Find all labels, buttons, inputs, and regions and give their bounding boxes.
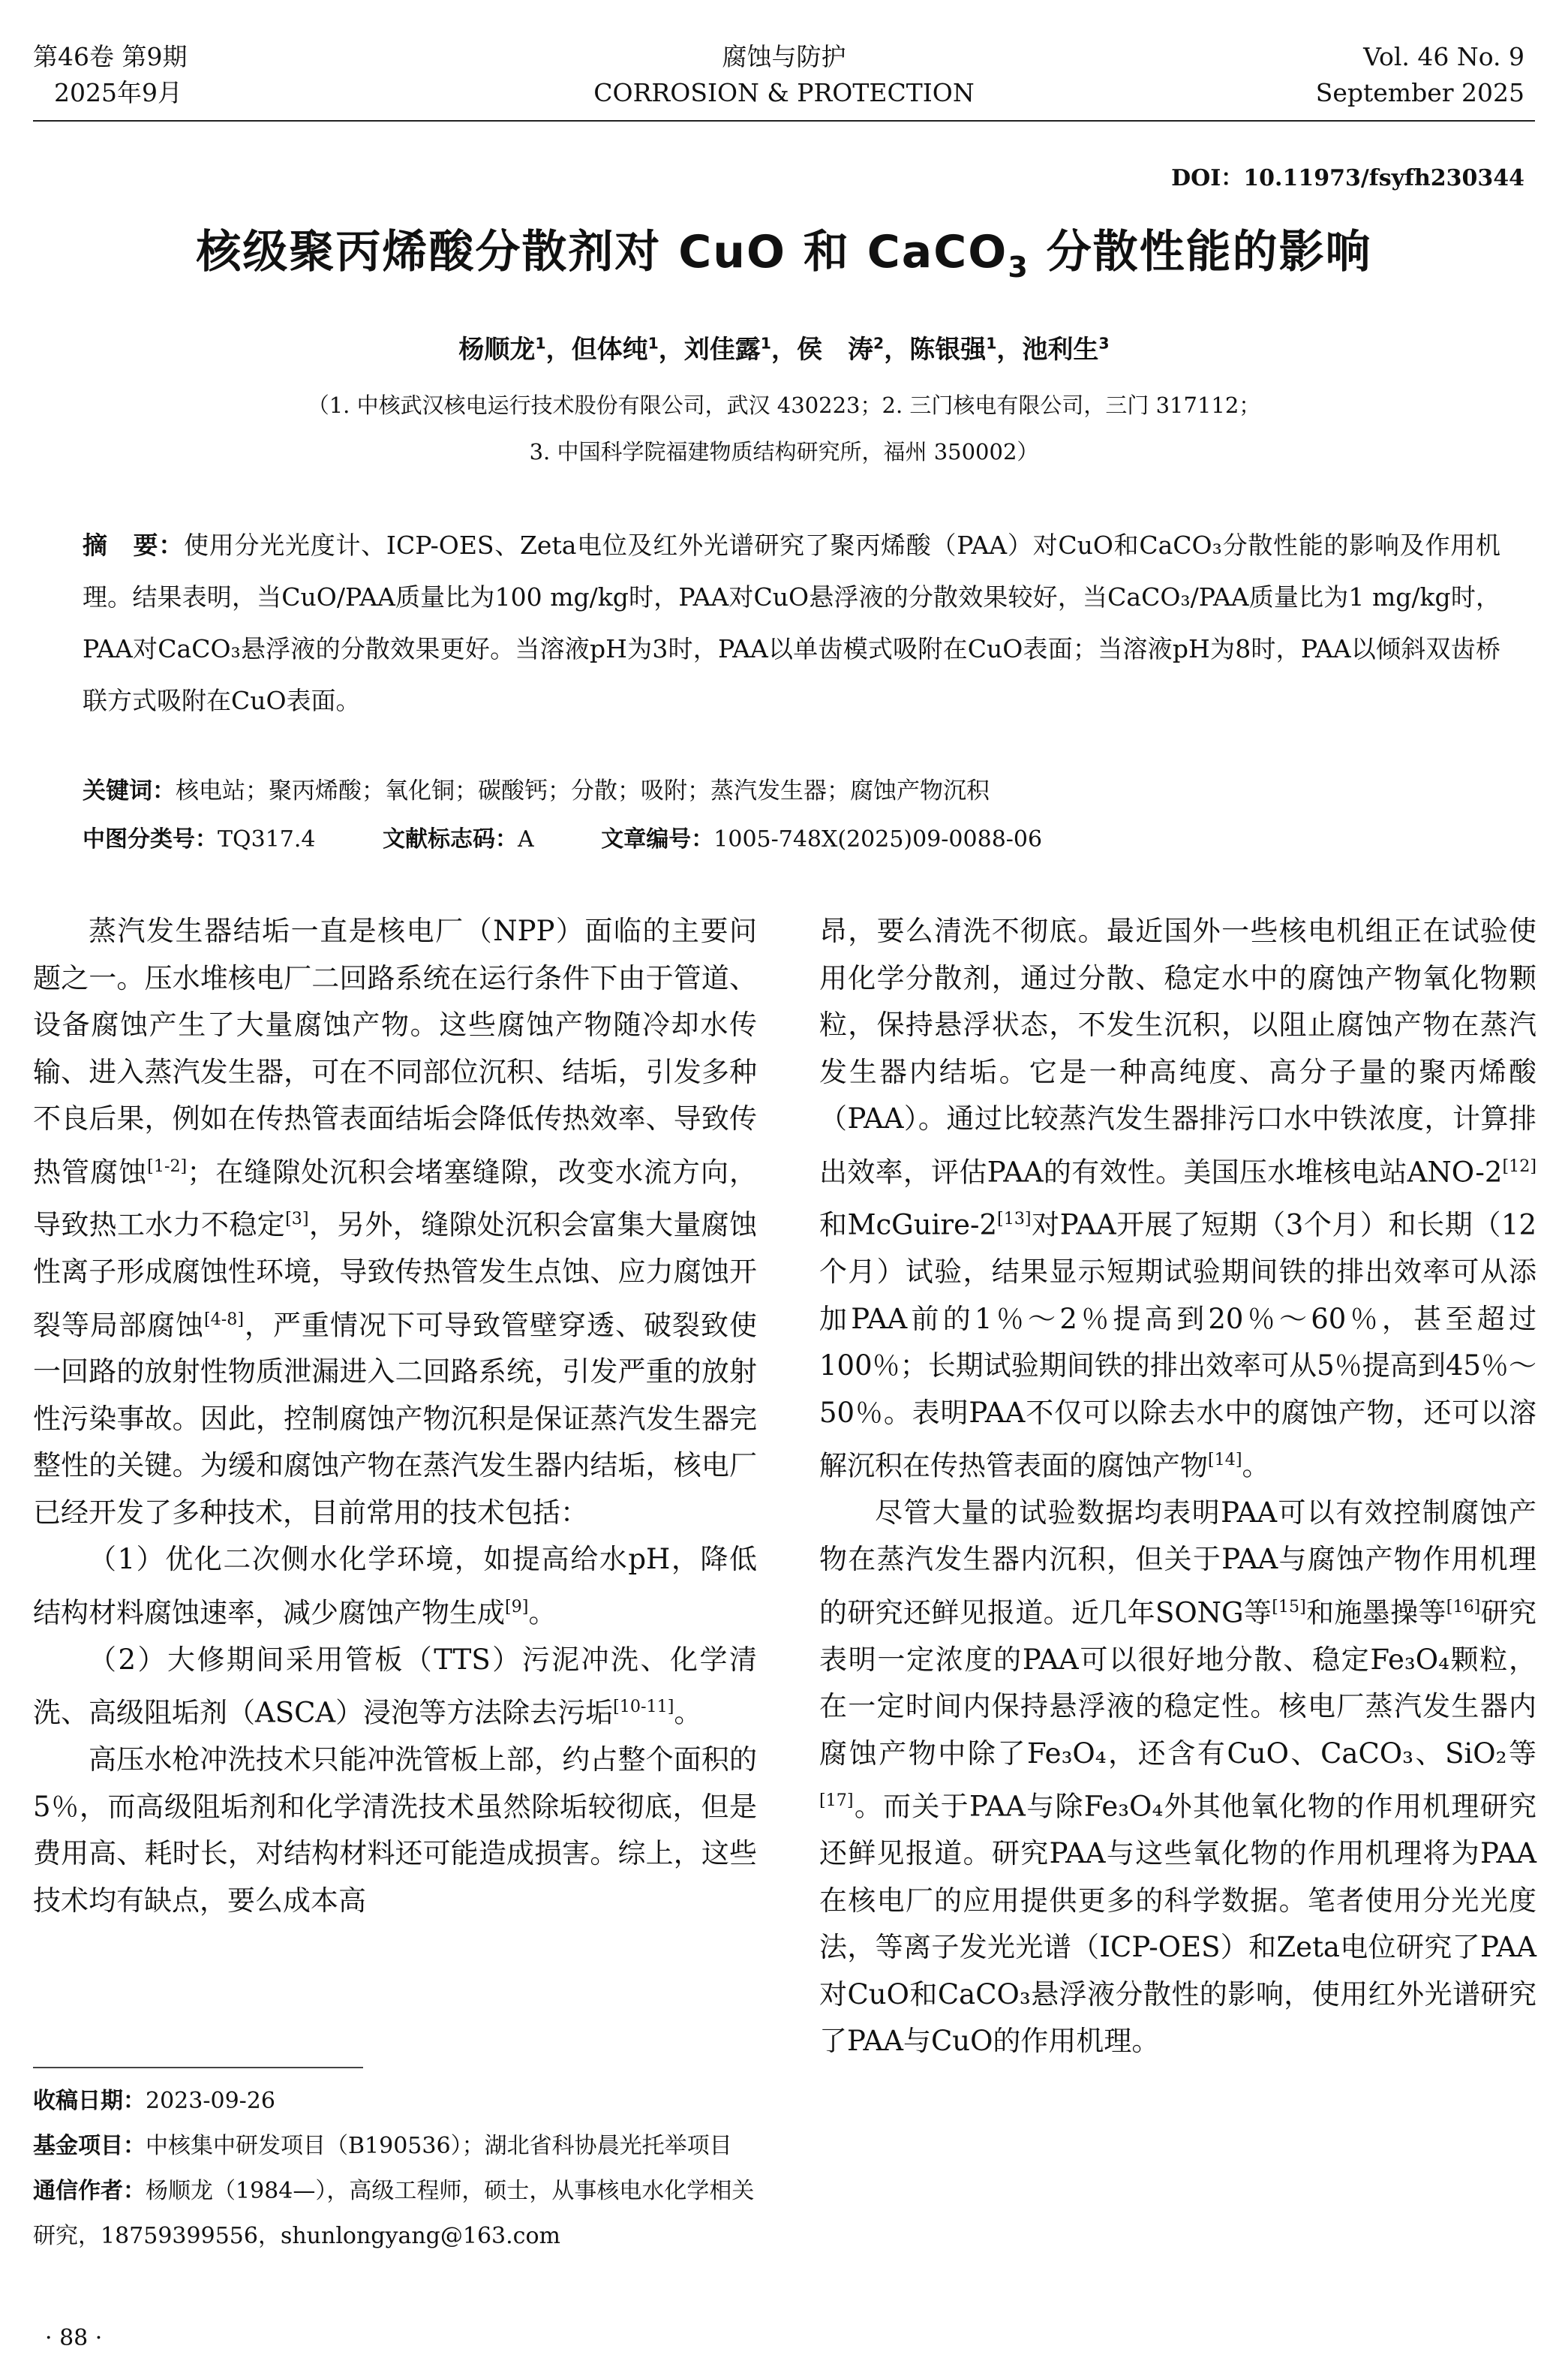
- article-no-value: 1005-748X(2025)09-0088-06: [713, 826, 1043, 853]
- keywords: [83, 771, 990, 805]
- clc-label: 中图分类号：: [83, 826, 218, 853]
- classification-line: [83, 820, 1433, 853]
- citation[interactable]: [12]: [1502, 1156, 1536, 1176]
- affiliations-line-2: 3. 中国科学院福建物质结构研究所，福州 350002）: [529, 439, 1039, 465]
- title-part2: 分散性能的影响: [1029, 226, 1372, 278]
- author-list: 杨顺龙$^1$，但体纯$^1$，刘佳露$^1$，侯 涛$^2$，陈银强$^1$，池利生$^3$: [458, 334, 1110, 365]
- doi[interactable]: DOI：10.11973/fsyfh230344: [1171, 165, 1524, 191]
- date-cn: 2025年9月: [54, 78, 182, 107]
- author: 但体纯: [571, 335, 648, 365]
- header-divider: [33, 120, 1535, 122]
- citation[interactable]: [10-11]: [613, 1697, 674, 1717]
- article-no-label: 文章编号：: [601, 826, 714, 853]
- volume-issue-cn: 第46卷 第9期: [33, 42, 188, 71]
- citation[interactable]: [4-8]: [204, 1309, 245, 1329]
- clc-value: TQ317.4: [218, 826, 316, 853]
- author-affiliation-mark: 3: [1098, 334, 1110, 353]
- header-journal: [559, 39, 1009, 111]
- journal-name-cn: 腐蚀与防护: [722, 42, 846, 71]
- keywords-text: 核电站；聚丙烯酸；氧化铜；碳酸钙；分散；吸附；蒸汽发生器；腐蚀产物沉积: [176, 777, 990, 805]
- header-volume-cn: [33, 39, 187, 111]
- citation[interactable]: [3]: [285, 1209, 309, 1229]
- author-affiliation-mark: 1: [647, 334, 659, 353]
- doc-code-value: A: [518, 826, 534, 853]
- citation[interactable]: [15]: [1272, 1596, 1306, 1617]
- keywords-label: 关键词：: [83, 777, 176, 805]
- paragraph: 高压水枪冲洗技术只能冲洗管板上部，约占整个面积的5％，而高级阻垢剂和化学清洗技术虽然除垢较彻底，但是费用高、耗时长，对结构材料还可能造成损害。综上，这些技术均有缺点，要么成本高: [33, 1743, 757, 1917]
- author: 刘佳露: [683, 335, 761, 365]
- body-column-left: [33, 908, 757, 1924]
- abstract-label: 摘 要：: [83, 531, 184, 560]
- abstract-text: 使用分光光度计、ICP-OES、Zeta电位及红外光谱研究了聚丙烯酸（PAA）对CuO和CaCO₃分散性能的影响及作用机理。结果表明，当CuO/PAA质量比为100 mg/kg时，PAA对CuO悬浮液的分散效果较好，当CaCO₃/PAA质量比为1 mg/kg时，PAA对CaCO₃悬浮液的分散效果更好。当溶液pH为3时，PAA以单齿模式吸附在CuO表面；当溶液pH为8时，PAA以倾斜双齿桥联方式吸附在CuO表面。: [83, 531, 1501, 715]
- citation[interactable]: [14]: [1208, 1450, 1242, 1470]
- author: 陈银强: [909, 335, 987, 365]
- author-affiliation-mark: 1: [535, 334, 546, 353]
- paragraph: 尽管大量的试验数据均表明PAA可以有效控制腐蚀产物在蒸汽发生器内沉积，但关于PAA与腐蚀产物作用机理的研究还鲜见报道。近几年SONG等[15]和施墨操等[16]研究表明一定浓度的PAA可以很好地分散、稳定Fe₃O₄颗粒，在一定时间内保持悬浮液的稳定性。核电厂蒸汽发生器内腐蚀产物中除了Fe₃O₄，还含有CuO、CaCO₃、SiO₂等[17]。而关于PAA与除Fe₃O₄外其他氧化物的作用机理研究还鲜见报道。研究PAA与这些氧化物的作用机理将为PAA在核电厂的应用提供更多的科学数据。笔者使用分光光度法，等离子发光光谱（ICP-OES）和Zeta电位研究了PAA对CuO和CaCO₃悬浮液分散性的影响，使用红外光谱研究了PAA与CuO的作用机理。: [819, 1496, 1537, 2058]
- abstract: [83, 519, 1500, 726]
- paragraph: 蒸汽发生器结垢一直是核电厂（NPP）面临的主要问题之一。压水堆核电厂二回路系统在运行条件下由于管道、设备腐蚀产生了大量腐蚀产物。这些腐蚀产物随冷却水传输、进入蒸汽发生器，可在不同部位沉积、结垢，引发多种不良后果，例如在传热管表面结垢会降低传热效率、导致传热管腐蚀[1-2]；在缝隙处沉积会堵塞缝隙，改变水流方向，导致热工水力不稳定[3]，另外，缝隙处沉积会富集大量腐蚀性离子形成腐蚀性环境，导致传热管发生点蚀、应力腐蚀开裂等局部腐蚀[4-8]，严重情况下可导致管壁穿透、破裂致使一回路的放射性物质泄漏进入二回路系统，引发严重的放射性污染事故。因此，控制腐蚀产物沉积是保证蒸汽发生器完整性的关键。为缓和腐蚀产物在蒸汽发生器内结垢，核电厂已经开发了多种技术，目前常用的技术包括：: [33, 915, 758, 1529]
- footnotes: [33, 2079, 757, 2259]
- body-column-right: [819, 908, 1536, 2065]
- citation[interactable]: [9]: [505, 1596, 529, 1617]
- received-date: 收稿日期：2023-09-26: [33, 2088, 275, 2114]
- paragraph: 昂，要么清洗不彻底。最近国外一些核电机组正在试验使用化学分散剂，通过分散、稳定水中的腐蚀产物氧化物颗粒，保持悬浮状态，不发生沉积，以阻止腐蚀产物在蒸汽发生器内结垢。它是一种高纯度、高分子量的聚丙烯酸（PAA）。通过比较蒸汽发生器排污口水中铁浓度，计算排出效率，评估PAA的有效性。美国压水堆核电站ANO-2[12]和McGuire-2[13]对PAA开展了短期（3个月）和长期（12个月）试验，结果显示短期试验期间铁的排出效率可从添加PAA前的1％～2％提高到20％～60％，甚至超过100％；长期试验期间铁的排出效率可从5％提高到45％～50％。表明PAA不仅可以除去水中的腐蚀产物，还可以溶解沉积在传热管表面的腐蚀产物[14]。: [819, 915, 1537, 1482]
- header-volume-en: [1316, 39, 1524, 111]
- citation[interactable]: [16]: [1446, 1596, 1481, 1617]
- author-affiliation-mark: 1: [986, 334, 997, 353]
- date-en: September 2025: [1315, 78, 1524, 107]
- author: 侯 涛: [797, 335, 873, 365]
- author-affiliation-mark: 1: [760, 334, 771, 353]
- page-number: · 88 ·: [45, 2325, 103, 2351]
- author-affiliation-mark: 2: [873, 334, 885, 353]
- volume-issue-en: Vol. 46 No. 9: [1363, 42, 1524, 71]
- doc-code-label: 文献标志码：: [383, 826, 518, 853]
- title-subscript: 3: [1008, 251, 1029, 284]
- fund-project: 基金项目：中核集中研发项目（B190536）；湖北省科协晨光托举项目: [33, 2133, 732, 2159]
- citation[interactable]: [13]: [997, 1209, 1032, 1229]
- paragraph: （1）优化二次侧水化学环境，如提高给水pH，降低结构材料腐蚀速率，减少腐蚀产物生成[9]。: [33, 1543, 757, 1629]
- citation[interactable]: [17]: [819, 1791, 854, 1811]
- paragraph: （2）大修期间采用管板（TTS）污泥冲洗、化学清洗、高级阻垢剂（ASCA）浸泡等方法除去污垢[10-11]。: [33, 1643, 757, 1729]
- footnote-divider: [33, 2067, 363, 2068]
- author: 池利生: [1022, 335, 1099, 365]
- title-part1: 核级聚丙烯酸分散剂对 CuO 和 CaCO: [196, 226, 1008, 278]
- citation[interactable]: [1-2]: [147, 1156, 188, 1176]
- author: 杨顺龙: [458, 335, 536, 365]
- journal-name-en: CORROSION & PROTECTION: [593, 78, 975, 107]
- article-title: [0, 216, 1568, 284]
- affiliations-line-1: （1. 中核武汉核电运行技术股份有限公司，武汉 430223；2. 三门核电有限公司，三门 317112；: [307, 392, 1261, 418]
- corresponding-author: 通信作者：杨顺龙（1984—），高级工程师，硕士，从事核电水化学相关研究，18759399556，shunlongyang@163.com: [33, 2178, 755, 2249]
